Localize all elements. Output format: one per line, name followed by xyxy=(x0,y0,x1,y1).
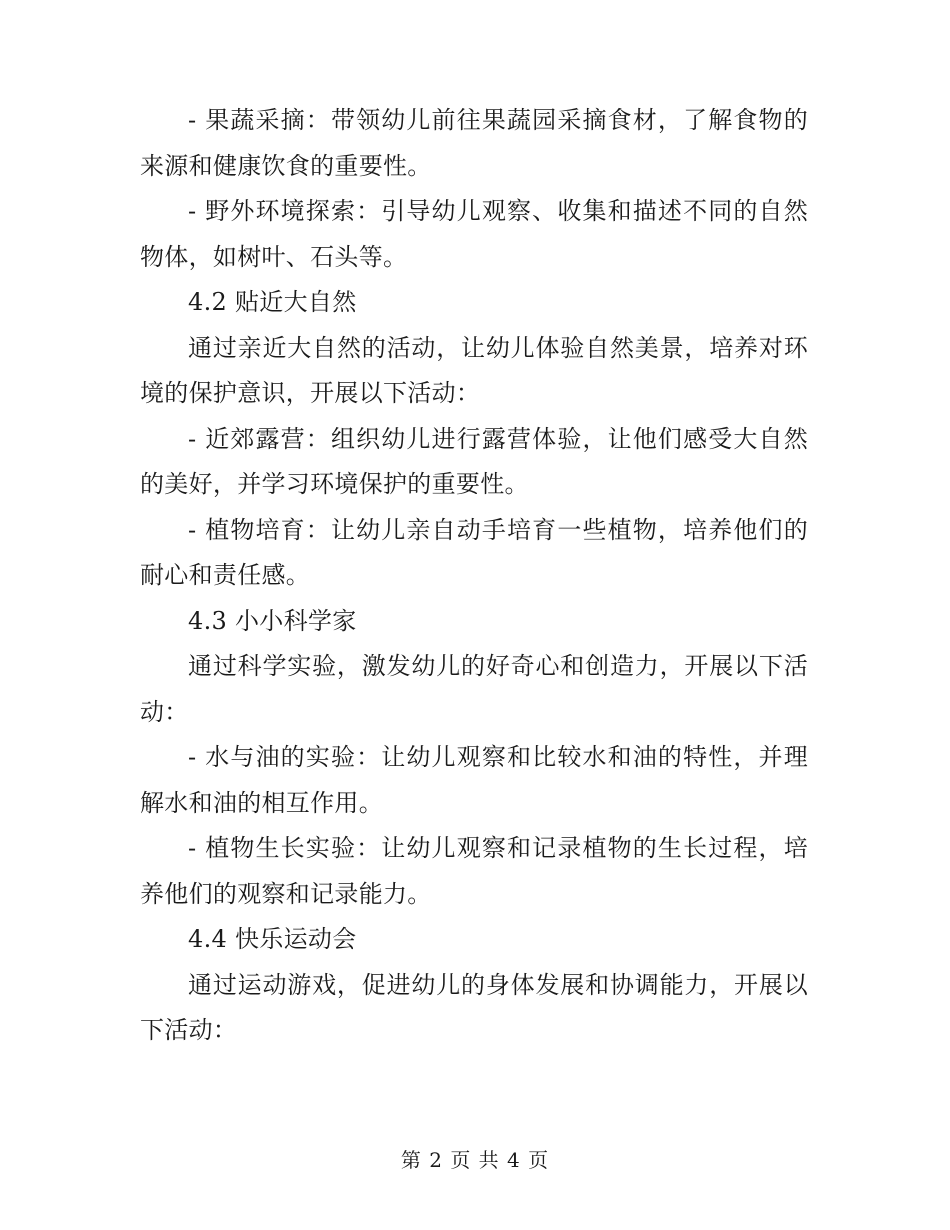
list-item-water-oil-experiment: - 水与油的实验：让幼儿观察和比较水和油的特性，并理解水和油的相互作用。 xyxy=(140,743,808,817)
document-body xyxy=(140,98,808,1054)
section-intro-4-2: 通过亲近大自然的活动，让幼儿体验自然美景，培养对环境的保护意识，开展以下活动： xyxy=(140,333,808,407)
page-number-footer: 第 2 页 共 4 页 xyxy=(400,1148,550,1172)
list-item-fruit-picking: - 果蔬采摘：带领幼儿前往果蔬园采摘食材，了解食物的来源和健康饮食的重要性。 xyxy=(140,106,808,180)
list-item-plant-cultivation: - 植物培育：让幼儿亲自动手培育一些植物，培养他们的耐心和责任感。 xyxy=(140,515,808,589)
section-intro-4-3: 通过科学实验，激发幼儿的好奇心和创造力，开展以下活动： xyxy=(140,652,808,726)
list-item-outdoor-exploration: - 野外环境探索：引导幼儿观察、收集和描述不同的自然物体，如树叶、石头等。 xyxy=(140,197,808,271)
list-item-plant-growth-experiment: - 植物生长实验：让幼儿观察和记录植物的生长过程，培养他们的观察和记录能力。 xyxy=(140,834,808,908)
section-heading-4-4: 4.4 快乐运动会 xyxy=(188,925,357,953)
section-heading-4-2: 4.2 贴近大自然 xyxy=(188,288,357,316)
section-heading-4-3: 4.3 小小科学家 xyxy=(188,606,357,635)
list-item-camping: - 近郊露营：组织幼儿进行露营体验，让他们感受大自然的美好，并学习环境保护的重要性。 xyxy=(140,424,808,498)
section-intro-4-4: 通过运动游戏，促进幼儿的身体发展和协调能力，开展以下活动： xyxy=(140,970,808,1044)
